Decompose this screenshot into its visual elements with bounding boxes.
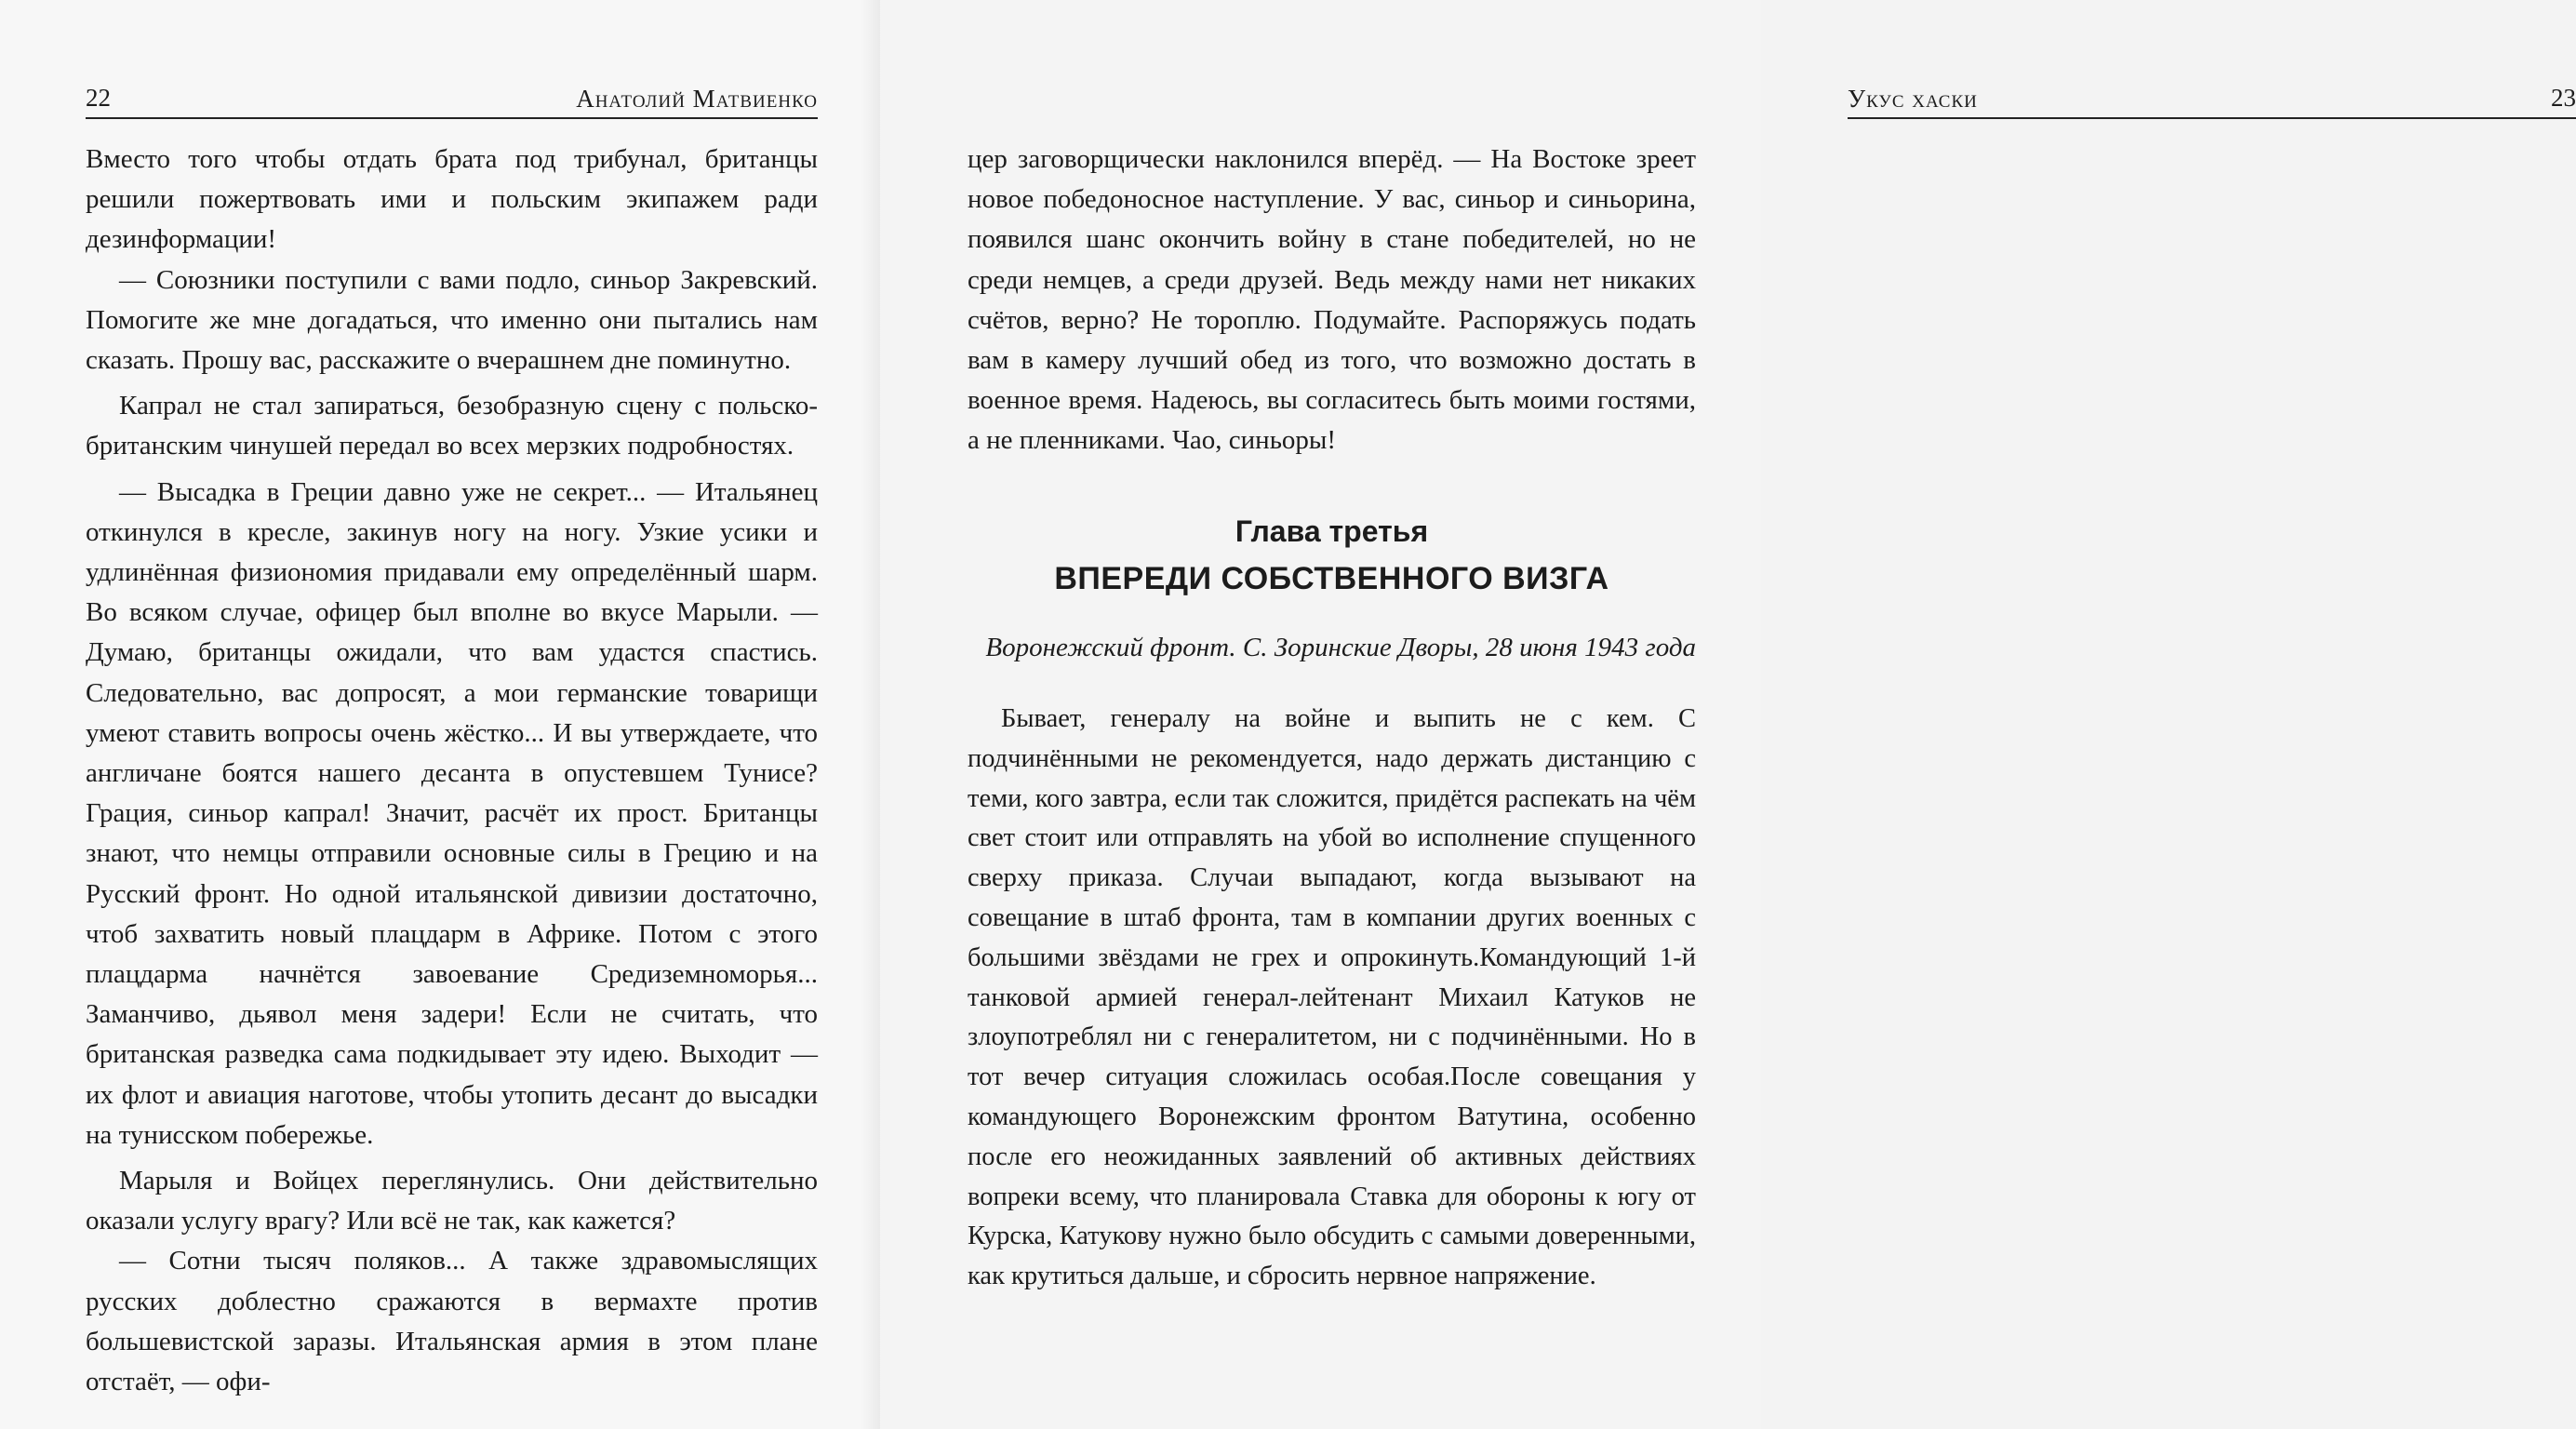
chapter-body — [968, 700, 1696, 1297]
running-head-title: Укус хаски — [1848, 85, 1978, 113]
chapter-title: ВПЕРЕДИ СОБСТВЕННОГО ВИЗГА — [1054, 561, 1609, 596]
chapter-number: Глава третья — [1235, 514, 1429, 548]
chapter-dateline: Воронежский фронт. С. Зоринские Дворы, 28 июня 1943 года — [985, 633, 1696, 662]
page-number: 23 — [2551, 84, 2576, 112]
paragraph: Капрал не стал запираться, безобразную сцену с польско-британским чинушей передал во всех мерзких подробностях. — [86, 391, 818, 461]
page-number: 22 — [86, 84, 111, 112]
running-head-author: Анатолий Матвиенко — [576, 85, 818, 113]
paragraph: цер заговорщически наклонился вперёд. — На Востоке зреет новое победоносное наступление. У вас, синьор и синьорина, появился шанс окончить войну в стане победителей, но не среди немцев, а среди друзей. Ведь между нами нет никаких счётов, верно? Не тороплю. Подумайте. Распоряжусь подать вам в камеру лучший обед из того, что возможно достать в военное время. Надеюсь, вы согласитесь быть моими гостями, а не пленниками. Чао, синьоры! — [968, 144, 1696, 456]
right-page-content — [880, 0, 1761, 1429]
left-page-text — [86, 140, 818, 1402]
paragraph: Бывает, генералу на войне и выпить не с кем. С подчинёнными не рекомендуется, надо держать дистанцию с теми, кого завтра, если так сложится, придётся распекать на чём свет стоит или отправлять на убой во исполнение спущенного сверху приказа. Случаи выпадают, когда вызывают на совещание в штаб фронта, там в компании других военных с большими звёздами не грех и опрокинуть.Командующий 1-й танковой армией генерал-лейтенант Михаил Катуков не злоупотреблял ни с генералитетом, ни с подчинёнными. Но в тот вечер ситуация сложилась особая.После совещания у командующего Воронежским фронтом Ватутина, особенно после его неожиданных заявлений об активных действиях вопреки всему, что планировала Ставка для обороны к югу от Курска, Катукову нужно было обсудить с самыми доверенными, как крутиться дальше, и сбросить нервное напряжение. — [968, 704, 1696, 1291]
paragraph: — Сотни тысяч поляков... А также здравомыслящих русских доблестно сражаются в вермахте против большевистской заразы. Итальянская армия в этом плане отстаёт, — офи- — [86, 1246, 818, 1397]
paragraph: — Высадка в Греции давно уже не секрет... — Итальянец откинулся в кресле, закинув ногу на ногу. Узкие усики и удлинённая физиономия придавали ему определённый шарм. Во всяком случае, офицер был вполне во вкусе Марыли. — Думаю, британцы ожидали, что вам удастся спастись. Следовательно, вас допросят, а мои германские товарищи умеют ставить вопросы очень жёстко... И вы утверждаете, что англичане боятся нашего десанта в опустевшем Тунисе? Грация, синьор капрал! Значит, расчёт их прост. Британцы знают, что немцы отправили основные силы в Грецию и на Русский фронт. Но одной итальянской дивизии достаточно, чтоб захватить новый плацдарм в Африке. Потом с этого плацдарма начнётся завоевание Средиземноморья... Заманчиво, дьявол меня задери! Если не считать, что британская разведка сама подкидывает эту идею. Выходит — их флот и авиация наготове, чтобы утопить десант до высадки на тунисском побережье. — [86, 476, 818, 1150]
right-page-continuation — [968, 140, 1696, 461]
paragraph: Вместо того чтобы отдать брата под трибунал, британцы решили пожертвовать ими и польским экипажем ради дезинформации! — [86, 144, 818, 255]
paragraph: — Союзники поступили с вами подло, синьор Закревский. Помогите же мне догадаться, что именно они пытались нам сказать. Прошу вас, расскажите о вчерашнем дне поминутно. — [86, 264, 818, 376]
left-page — [0, 0, 880, 1429]
right-page-header — [1848, 82, 2576, 119]
left-page-header — [86, 82, 818, 119]
paragraph: Марыля и Войцех переглянулись. Они действительно оказали услугу врагу? Или всё не так, как кажется? — [86, 1166, 818, 1236]
